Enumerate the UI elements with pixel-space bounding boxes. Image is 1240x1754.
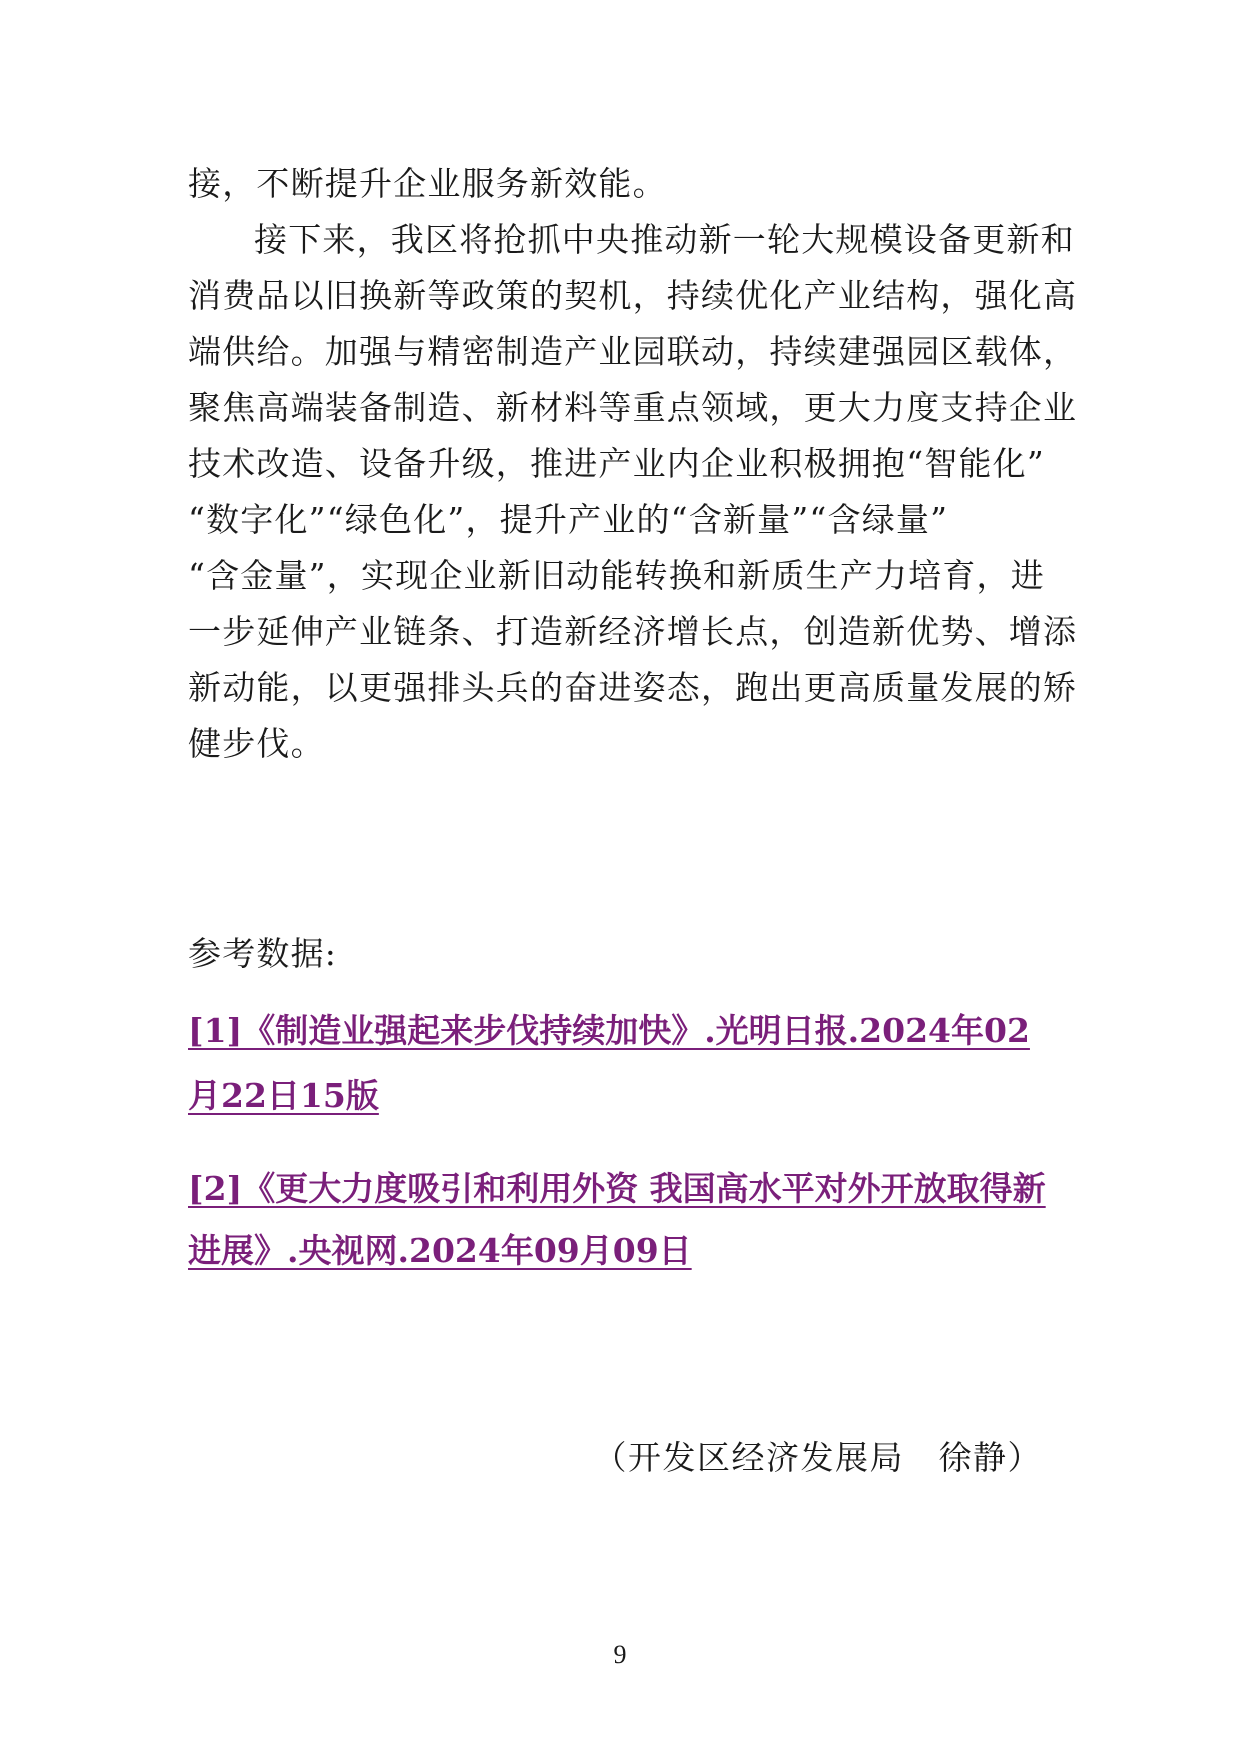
reference-1-line-1[interactable]: [1]《制造业强起来步伐持续加快》.光明日报.2024年02: [188, 1011, 1030, 1050]
body-line: 消费品以旧换新等政策的契机，持续优化产业结构，强化高: [188, 276, 1078, 315]
reference-2-line-2[interactable]: 进展》.央视网.2024年09月09日: [188, 1231, 692, 1270]
body-line: 新动能，以更强排头兵的奋进姿态，跑出更高质量发展的矫: [188, 668, 1078, 707]
reference-1-line-2[interactable]: 月22日15版: [188, 1076, 379, 1115]
body-line: 端供给。加强与精密制造产业园联动，持续建强园区载体，: [188, 332, 1078, 371]
body-line: 接，不断提升企业服务新效能。: [188, 164, 667, 203]
body-line: 聚焦高端装备制造、新材料等重点领域，更大力度支持企业: [188, 388, 1078, 427]
body-line: 一步延伸产业链条、打造新经济增长点，创造新优势、增添: [188, 612, 1078, 651]
body-line: 技术改造、设备升级，推进产业内企业积极拥抱“智能化”: [188, 444, 1045, 483]
body-line: “含金量”，实现企业新旧动能转换和新质生产力培育，进: [188, 556, 1045, 595]
references-heading: 参考数据:: [188, 934, 338, 973]
reference-2-line-1[interactable]: [2]《更大力度吸引和利用外资 我国高水平对外开放取得新: [188, 1169, 1046, 1208]
body-line: 健步伐。: [188, 724, 325, 763]
body-line: “数字化”“绿色化”，提升产业的“含新量”“含绿量”: [188, 500, 949, 539]
body-line: 接下来，我区将抢抓中央推动新一轮大规模设备更新和: [254, 220, 1075, 259]
page-number: 9: [613, 1640, 627, 1669]
author-signature: （开发区经济发展局 徐静）: [593, 1438, 1042, 1477]
